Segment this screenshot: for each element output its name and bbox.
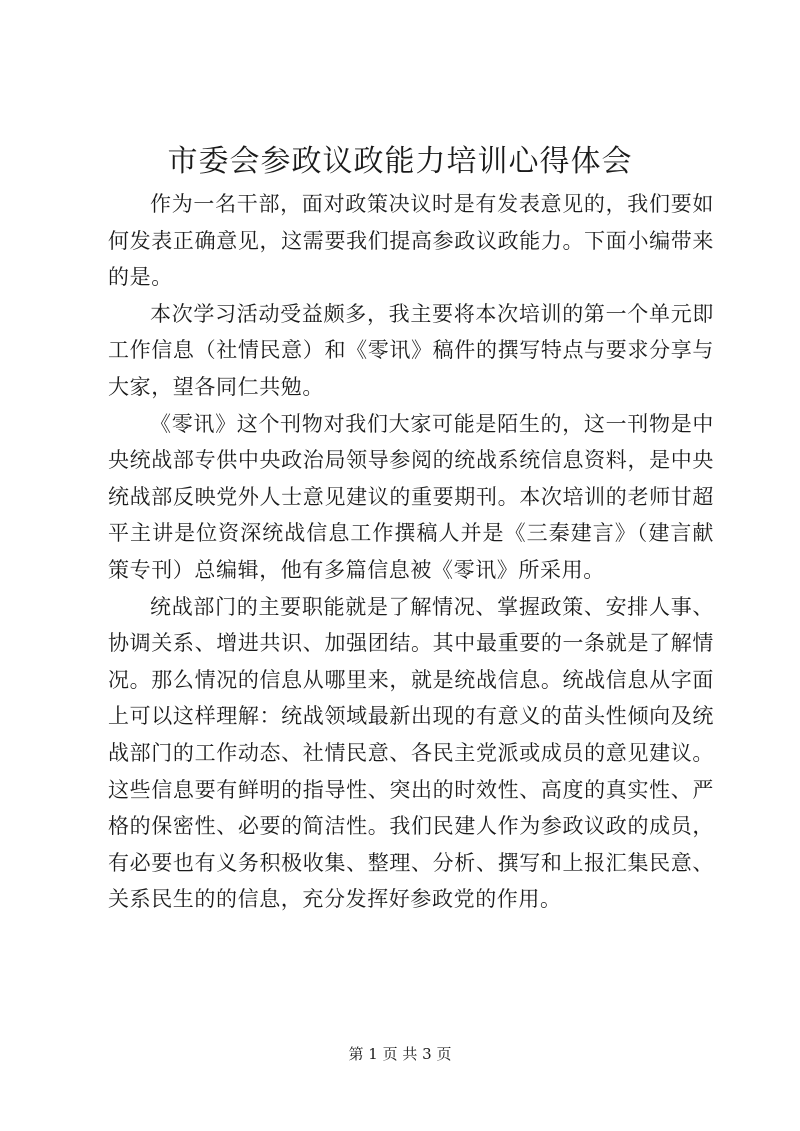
document-title: 市委会参政议政能力培训心得体会 — [167, 144, 633, 179]
paragraph-functions: 统战部门的主要职能就是了解情况、掌握政策、安排人事、协调关系、增进共识、加强团结。其中最重要的一条就是了解情况。那么情况的信息从哪里来，就是统战信息。统战信息从字面上可以这样理解：统战领域最新出现的有意义的苗头性倾向及统战部门的工作动态、社情民意、各民主党派或成员的意见建议。这些信息要有鲜明的指导性、突出的时效性、高度的真实性、严格的保密性、必要的简洁性。我们民建人作为参政议政的成员，有必要也有义务积极收集、整理、分析、撰写和上报汇集民意、关系民生的的信息，充分发挥好参政党的作用。 — [108, 594, 714, 912]
paragraph-study: 本次学习活动受益颇多，我主要将本次培训的第一个单元即工作信息（社情民意）和《零讯》稿件的撰写特点与要求分享与大家，望各同仁共勉。 — [108, 301, 714, 399]
paragraph-intro: 作为一名干部，面对政策决议时是有发表意见的，我们要如何发表正确意见，这需要我们提高参政议政能力。下面小编带来的是。 — [108, 192, 714, 290]
paragraph-lingxun: 《零讯》这个刊物对我们大家可能是陌生的，这一刊物是中央统战部专供中央政治局领导参阅的统战系统信息资料，是中央统战部反映党外人士意见建议的重要期刊。本次培训的老师甘超平主讲是位资深统战信息工作撰稿人并是《三秦建言》（建言献策专刊）总编辑，他有多篇信息被《零讯》所采用。 — [108, 411, 714, 582]
document-body — [108, 186, 714, 918]
page-number-footer: 第 1 页 共 3 页 — [348, 1045, 452, 1063]
